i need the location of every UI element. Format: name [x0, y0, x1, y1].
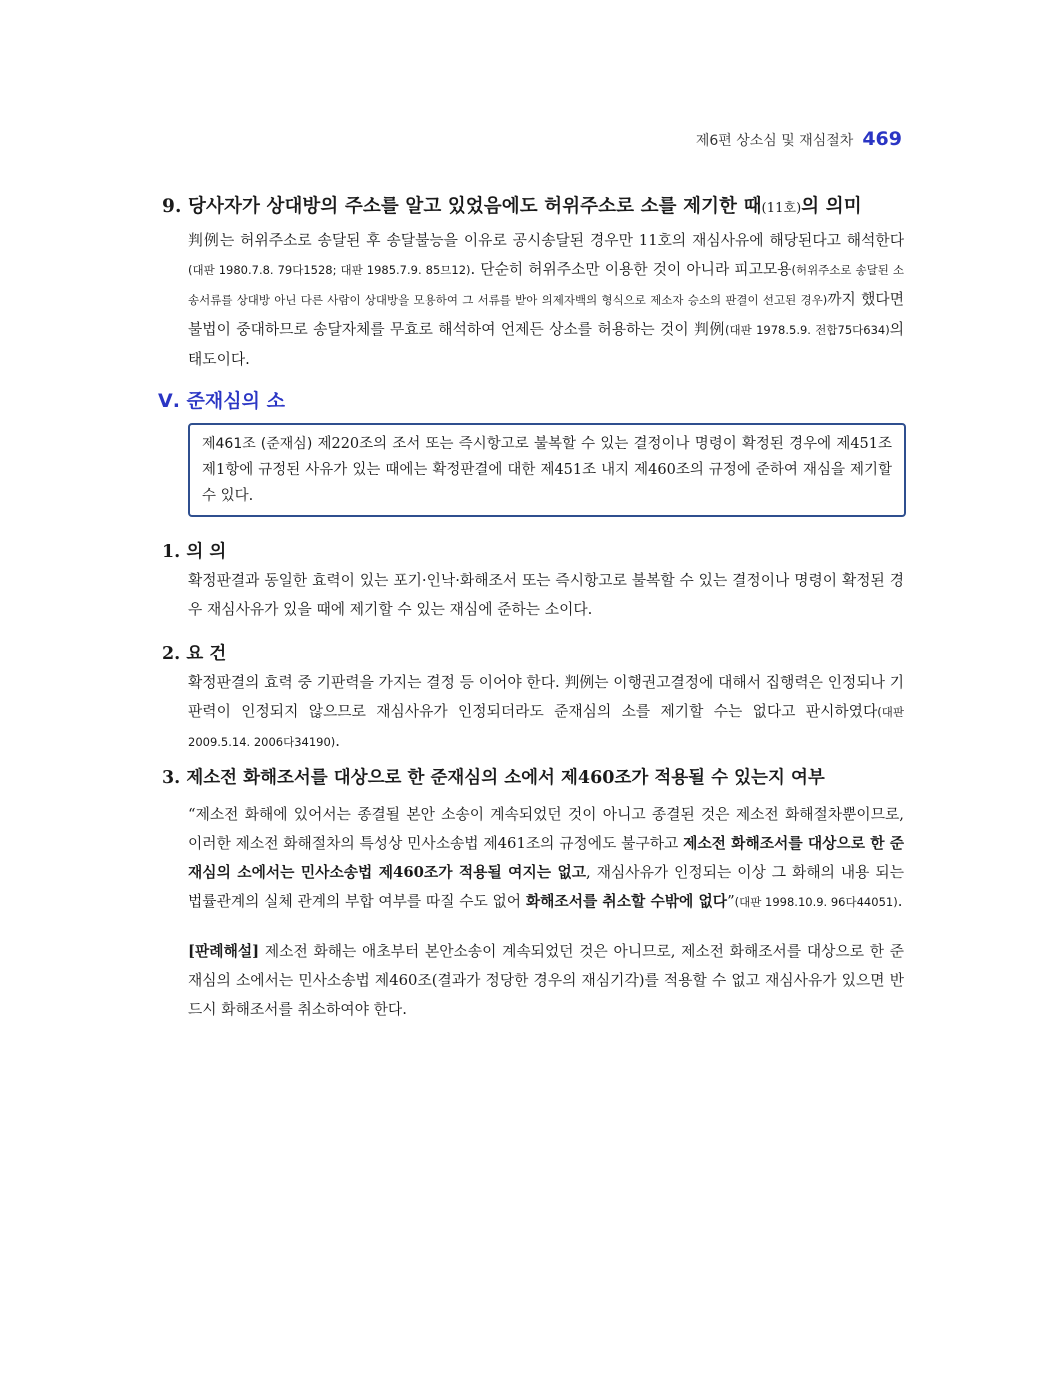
sub2-tail: . — [335, 733, 341, 750]
sub3-commentary-body: 제소전 화해는 애초부터 본안소송이 계속되었던 것은 아니므로, 제소전 화해조서를 대상으로 한 준재심의 소에서는 민사소송법 제460조(결과가 정당한 경우의 재심기각)를 적용할 수 없고 재심사유가 있으면 반드시 화해조서를 취소하여야 한다. — [188, 943, 904, 1018]
sub2-text: 확정판결의 효력 중 기판력을 가지는 결정 등 이어야 한다. 判例는 이행권고결정에 대해서 집행력은 인정되나 기판력이 인정되지 않으므로 재심사유가 인정되더라도 준재심의 소를 제기할 수는 없다고 판시하였다 — [188, 674, 904, 720]
sub3-quote-bold-1: 제소전 화해조서를 대상으로 한 준재심의 소에서는 민사소송법 제460조가 적용될 여지는 없고 — [188, 835, 904, 881]
sub2-paragraph — [188, 668, 904, 757]
sub3-commentary-lead: [판례해설] — [188, 943, 260, 960]
sub1-paragraph: 확정판결과 동일한 효력이 있는 포기·인낙·화해조서 또는 즉시항고로 불복할 수 있는 결정이나 명령이 확정된 경우 재심사유가 있을 때에 제기할 수 있는 재심에 준하는 소이다. — [188, 572, 904, 618]
sub3-commentary-paragraph — [188, 937, 904, 1024]
section-9-heading-text: 9. 당사자가 상대방의 주소를 알고 있었음에도 허위주소로 소를 제기한 때 — [162, 196, 762, 217]
s9-citation-2: (대판 1978.5.9. 전합75다634) — [725, 323, 890, 337]
sub3-quote-paragraph — [188, 800, 904, 917]
s9-text-a: 判例는 허위주소로 송달된 후 송달불능을 이유로 공시송달된 경우만 11호의 재심사유에 해당된다고 해석한다 — [188, 232, 904, 249]
section-v-heading: Ⅴ. 준재심의 소 — [158, 390, 285, 412]
sub2-citation: (대판 2009.5.14. 2006다34190) — [188, 705, 904, 749]
sub3-quote-b: , 재심사유가 인정되는 이상 그 화해의 내용 되는 법률관계의 실체 관계의 부합 여부를 따질 수도 없어 — [188, 864, 904, 910]
sub3-quote-c: ” — [727, 893, 735, 910]
sub3-citation: (대판 1998.10.9. 96다44051) — [734, 895, 898, 909]
statute-lead: 제461조 (준재심) — [202, 436, 313, 452]
section-9-paragraph — [188, 226, 904, 374]
s9-citation-1: (대판 1980.7.8. 79다1528; 대판 1985.7.9. 85므12) — [188, 263, 471, 277]
s9-text-b: . 단순히 허위주소만 이용한 것이 아니라 피고모용 — [470, 261, 792, 278]
sub1-heading: 1. 의 의 — [162, 542, 227, 562]
sub3-quote-bold-2: 화해조서를 취소할 수밖에 없다 — [525, 893, 728, 910]
statute-box — [188, 423, 906, 517]
page-number: 469 — [862, 128, 902, 150]
page-header — [660, 128, 902, 150]
sub2-heading: 2. 요 건 — [162, 644, 227, 664]
s9-text-c: 까지 했다면 불법이 중대하므로 송달자체를 무효로 해석하여 언제든 상소를 허용하는 것이 判例 — [188, 291, 904, 338]
running-title: 제6편 상소심 및 재심절차 — [695, 133, 854, 149]
s9-note: (허위주소로 송달된 소송서류를 상대방 아닌 다른 사람이 상대방을 모용하여 그 서류를 받아 의제자백의 형식으로 제소자 승소의 판결이 선고된 경우) — [188, 263, 904, 307]
section-9-heading-cite: (11호) — [761, 201, 802, 216]
section-9-heading-tail: 의 의미 — [801, 196, 862, 217]
section-9-heading — [162, 192, 907, 218]
s9-text-d: 의 태도이다. — [188, 321, 904, 368]
sub3-quote-a: “제소전 화해에 있어서는 종결될 본안 소송이 계속되었던 것이 아니고 종결된 것은 제소전 화해절차뿐이므로, 이러한 제소전 화해절차의 특성상 민사소송법 제461조의 규정에도 불구하고 — [188, 806, 904, 852]
sub3-heading: 3. 제소전 화해조서를 대상으로 한 준재심의 소에서 제460조가 적용될 수 있는지 여부 — [162, 768, 825, 788]
statute-body: 제220조의 조서 또는 즉시항고로 불복할 수 있는 결정이나 명령이 확정된 경우에 제451조제1항에 규정된 사유가 있는 때에는 확정판결에 대한 제451조 내지 제460조의 규정에 준하여 재심을 제기할 수 있다. — [202, 436, 893, 504]
sub3-quote-end: . — [897, 893, 903, 910]
